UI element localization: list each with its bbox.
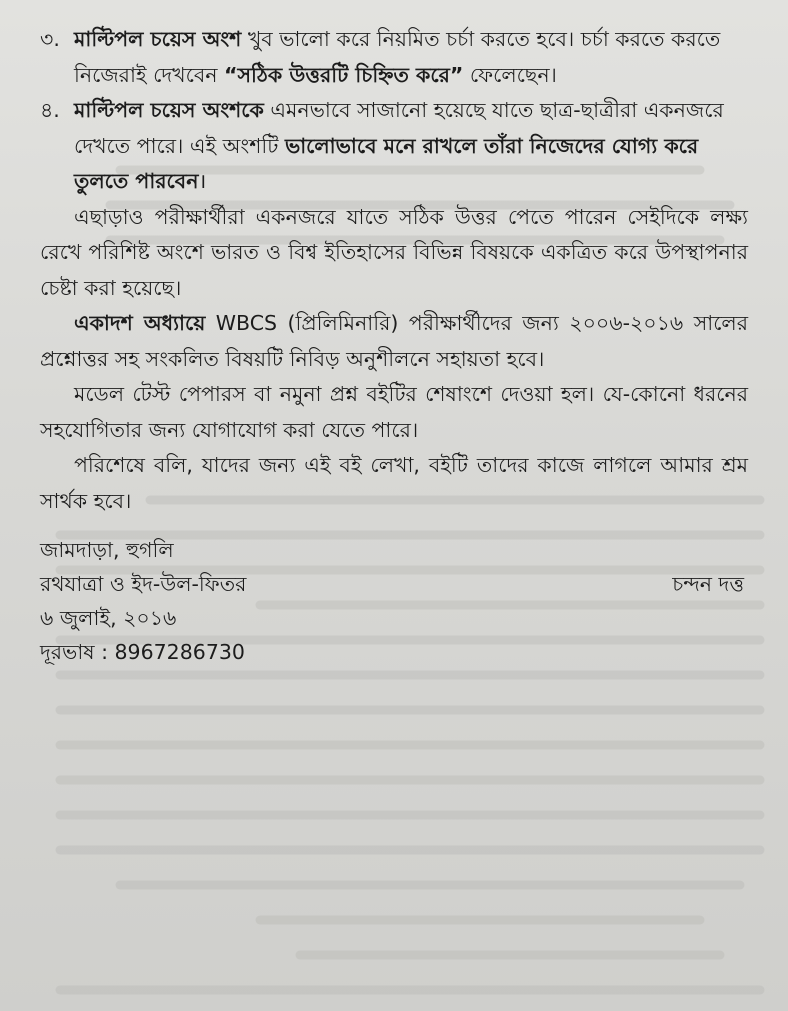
text-run: এছাড়াও পরীক্ষার্থীরা একনজরে যাতে সঠিক উত্তর পেতে পারেন সেইদিকে লক্ষ্য রেখে পরিশিষ্ট অংশে ভারত ও বিশ্ব ইতিহাসের বিভিন্ন বিষয়কে একত্রিত করে উপস্থাপনার চেষ্টা করা হয়েছে। (40, 204, 748, 300)
list-item-4 (40, 93, 748, 200)
signoff-place: জামদাড়া, হুগলি (40, 538, 174, 562)
list-item-text (74, 93, 748, 200)
author-name: চন্দন দত্ত (672, 572, 744, 596)
text-run: খুব ভালো করে নিয়মিত চর্চা করতে হবে। চর্চা করতে করতে নিজেরাই দেখবেন (74, 27, 721, 87)
signoff-block (40, 533, 748, 673)
paragraph-model-test (40, 377, 748, 448)
list-item-text (74, 22, 748, 93)
text-run: এমনভাবে সাজানো হয়েছে যাতে ছাত্র-ছাত্রীরা একনজরে দেখতে পারে। এই অংশটি (74, 98, 724, 158)
text-run: পরিশেষে বলি, যাদের জন্য এই বই লেখা, বইটি তাদের কাজে লাগলে আমার শ্রম সার্থক হবে। (40, 453, 748, 513)
text-run: WBCS (প্রিলিমিনারি) পরীক্ষার্থীদের জন্য ২০০৬-২০১৬ সালের প্রশ্নোত্তর সহ সংকলিত বিষয়টি নিবিড় অনুশীলনে সহায়তা হবে। (40, 311, 748, 371)
list-number: ৪. (40, 98, 60, 122)
text-run-bold: মাল্টিপল চয়েস অংশ (74, 27, 242, 51)
signoff-occasion: রথযাত্রা ও ইদ-উল-ফিতর (40, 572, 247, 596)
paragraph-appendix (40, 200, 748, 307)
text-run: ফেলেছেন। (463, 62, 557, 87)
text-run-bold: ভালোভাবে মনে রাখলে তাঁরা নিজেদের যোগ্য করে তুলতে পারবেন (74, 133, 699, 193)
text-run: । (198, 169, 207, 193)
paragraph-closing (40, 448, 748, 519)
signoff-date: ৬ জুলাই, ২০১৬ (40, 606, 177, 630)
text-run-bold: “সঠিক উত্তরটি চিহ্নিত করে” (224, 62, 464, 87)
signoff-phone (40, 635, 748, 669)
text-run: মডেল টেস্ট পেপারস বা নমুনা প্রশ্ন বইটির শেষাংশে দেওয়া হল। যে-কোনো ধরনের সহযোগিতার জন্য যোগাযোগ করা যেতে পারে। (40, 382, 748, 442)
list-number: ৩. (40, 27, 60, 51)
text-run-bold: একাদশ অধ্যায়ে (74, 311, 206, 335)
text-run-bold: মাল্টিপল চয়েস অংশকে (74, 98, 264, 122)
phone-label: দূরভাষ : (40, 640, 115, 664)
phone-number: 8967286730 (114, 640, 245, 664)
preface-text (40, 22, 748, 673)
paragraph-chapter-eleven (40, 306, 748, 377)
list-item-3 (40, 22, 748, 93)
